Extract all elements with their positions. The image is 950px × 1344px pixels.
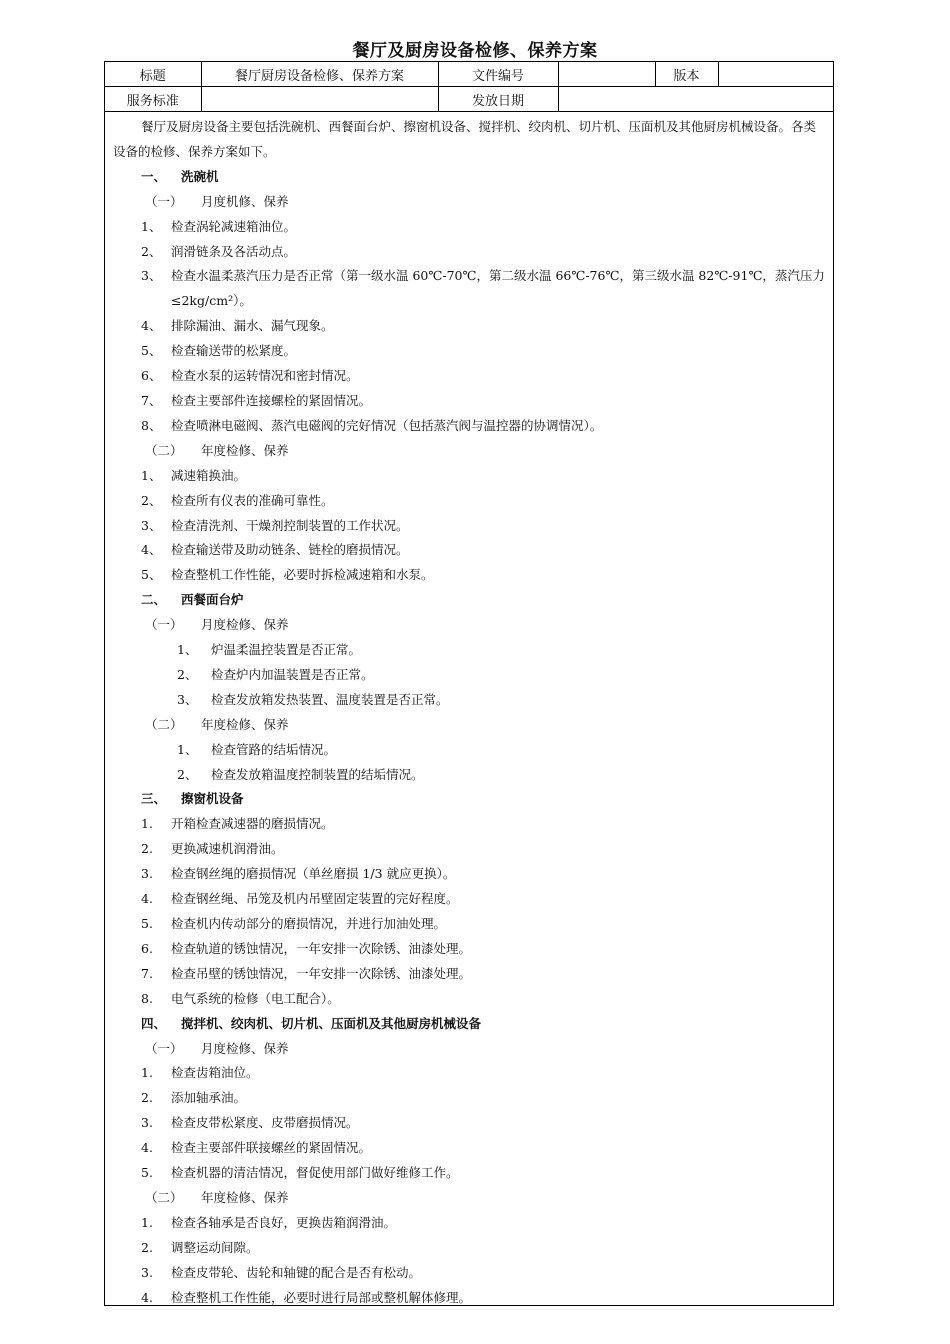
list-item [113, 264, 825, 314]
list-item [113, 414, 825, 439]
item-text: 年度检修、保养 [201, 442, 289, 458]
item-text: 搅拌机、绞肉机、切片机、压面机及其他厨房机械设备 [181, 1015, 482, 1031]
item-text: 检查输送带的松紧度。 [171, 343, 297, 359]
item-number: 3. [141, 1115, 153, 1131]
section-heading [113, 165, 825, 190]
item-number: 1. [141, 816, 153, 832]
subsection-heading [113, 613, 825, 638]
item-text: 年度检修、保养 [201, 716, 289, 732]
item-text: 检查输送带及助动链条、链栓的磨损情况。 [171, 542, 409, 558]
item-number: 4. [141, 1140, 153, 1156]
list-item [113, 862, 825, 887]
value-title: 餐厅厨房设备检修、保养方案 [201, 62, 438, 87]
list-item [113, 1211, 825, 1236]
item-text: 洗碗机 [181, 168, 219, 184]
item-text: 调整运动间隙。 [171, 1239, 259, 1255]
item-text: 检查轨道的锈蚀情况，一年安排一次除锈、油漆处理。 [171, 940, 472, 956]
item-number: 5. [141, 1165, 153, 1181]
list-item [113, 389, 825, 414]
item-text: 检查主要部件联接螺丝的紧固情况。 [171, 1140, 372, 1156]
item-text: 检查发放箱发热装置、温度装置是否正常。 [211, 691, 449, 707]
list-item [113, 339, 825, 364]
list-item [113, 987, 825, 1012]
item-text: 检查所有仪表的准确可靠性。 [171, 492, 334, 508]
subsection-heading [113, 713, 825, 738]
section-heading [113, 588, 825, 613]
label-title: 标题 [105, 62, 201, 87]
section-heading [113, 1012, 825, 1037]
section-heading [113, 787, 825, 812]
item-text: 检查整机工作性能，必要时进行局部或整机解体修理。 [171, 1289, 472, 1305]
value-file-number [558, 62, 655, 87]
subsection-heading [113, 1186, 825, 1211]
subsection-heading [113, 190, 825, 215]
item-number: 2、 [141, 492, 162, 508]
page-title: 餐厅及厨房设备检修、保养方案 [352, 41, 598, 61]
item-text: 擦窗机设备 [181, 791, 244, 807]
item-number: 2. [141, 841, 153, 857]
item-number: 5、 [141, 343, 162, 359]
item-number: 4、 [141, 542, 162, 558]
document-form [104, 61, 834, 1306]
list-item [113, 538, 825, 563]
list-item [113, 240, 825, 265]
item-number: 1、 [177, 642, 198, 658]
item-number: （二） [145, 716, 183, 732]
item-number: 1、 [141, 467, 162, 483]
item-number: 一、 [141, 168, 167, 184]
item-text: 检查钢丝绳、吊笼及机内吊壁固定装置的完好程度。 [171, 891, 459, 907]
item-number: 3. [141, 866, 153, 882]
item-text: 检查机内传动部分的磨损情况，并进行加油处理。 [171, 916, 447, 931]
list-item [113, 1261, 825, 1286]
item-number: 1. [141, 1065, 153, 1081]
list-item [113, 738, 825, 763]
item-text: 检查发放箱温度控制装置的结垢情况。 [211, 766, 424, 782]
list-item [113, 1136, 825, 1161]
item-number: 5、 [141, 567, 162, 583]
item-number: 1、 [141, 218, 162, 234]
item-number: （一） [145, 193, 183, 209]
item-number: （一） [145, 617, 183, 633]
item-number: 4. [141, 1289, 153, 1305]
intro-paragraph: 餐厅及厨房设备主要包括洗碗机、西餐面台炉、擦窗机设备、搅拌机、绞肉机、切片机、压面机及其他厨房机械设备。各类设备的检修、保养方案如下。 [113, 119, 817, 159]
list-item [113, 912, 825, 937]
item-text: 开箱检查减速器的磨损情况。 [171, 816, 334, 832]
list-item [113, 364, 825, 389]
list-item [113, 1086, 825, 1111]
item-number: 8、 [141, 417, 162, 433]
label-version: 版本 [655, 62, 718, 87]
item-number: 三、 [141, 791, 167, 807]
item-text: 润滑链条及各活动点。 [171, 243, 297, 259]
item-text: 西餐面台炉 [181, 592, 244, 608]
header-row-1 [105, 62, 833, 87]
item-text: 电气系统的检修（电工配合）。 [171, 990, 340, 1006]
list-item [113, 514, 825, 539]
item-number: （一） [145, 1040, 183, 1056]
item-text: 检查钢丝绳的磨损情况（单丝磨损 1/3 就应更换）。 [171, 866, 456, 882]
list-item [113, 763, 825, 788]
section-list [113, 165, 825, 1311]
item-number: 2、 [141, 243, 162, 259]
item-number: 3、 [141, 268, 162, 284]
list-item [113, 314, 825, 339]
item-text: 检查水温柔蒸汽压力是否正常（第一级水温 60℃-70℃，第二级水温 66℃-76℃，第三级水温 82℃-91℃，蒸汽压力≤2kg/cm²）。 [171, 268, 825, 309]
subsection-heading [113, 1037, 825, 1062]
list-item [113, 812, 825, 837]
item-text: 检查机器的清洁情况，督促使用部门做好维修工作。 [171, 1165, 459, 1181]
item-number: 4. [141, 891, 153, 907]
item-text: 检查管路的结垢情况。 [211, 741, 337, 757]
item-number: 2. [141, 1090, 153, 1106]
item-text: 炉温柔温控装置是否正常。 [211, 642, 362, 658]
content-body [105, 112, 833, 1311]
item-number: 6. [141, 940, 153, 956]
item-text: 检查皮带轮、齿轮和轴键的配合是否有松动。 [171, 1264, 422, 1280]
list-item [113, 1286, 825, 1311]
item-number: 4、 [141, 318, 162, 334]
item-text: 减速箱换油。 [171, 467, 247, 483]
item-text: 检查涡轮减速箱油位。 [171, 218, 297, 234]
list-item [113, 563, 825, 588]
list-item [113, 1236, 825, 1261]
list-item [113, 464, 825, 489]
item-text: 检查清洗剂、干燥剂控制装置的工作状况。 [171, 517, 409, 533]
list-item [113, 1111, 825, 1136]
item-text: 检查吊壁的锈蚀情况，一年安排一次除锈、油漆处理。 [171, 965, 472, 981]
header-table [105, 62, 833, 112]
list-item [113, 1061, 825, 1086]
item-number: 1. [141, 1214, 153, 1230]
item-number: 3、 [177, 691, 198, 707]
item-number: （二） [145, 1189, 183, 1205]
list-item [113, 1161, 825, 1186]
label-service-standard: 服务标准 [105, 87, 201, 112]
list-item [113, 887, 825, 912]
item-number: 5. [141, 916, 153, 931]
item-number: 7、 [141, 392, 162, 408]
item-number: 1、 [177, 741, 198, 757]
list-item [113, 688, 825, 713]
item-text: 检查主要部件连接螺栓的紧固情况。 [171, 392, 372, 408]
item-number: 8. [141, 990, 153, 1006]
item-number: 3、 [141, 517, 162, 533]
label-file-number: 文件编号 [438, 62, 558, 87]
item-text: 检查喷淋电磁阀、蒸汽电磁阀的完好情况（包括蒸汽阀与温控器的协调情况）。 [171, 417, 603, 433]
item-text: 年度检修、保养 [201, 1189, 289, 1205]
value-version [718, 62, 833, 87]
list-item [113, 962, 825, 987]
item-text: 检查齿箱油位。 [171, 1065, 259, 1081]
item-number: 7. [141, 965, 153, 981]
item-number: 6、 [141, 368, 162, 384]
item-number: 四、 [141, 1015, 167, 1031]
item-number: 2、 [177, 766, 198, 782]
list-item [113, 215, 825, 240]
list-item [113, 663, 825, 688]
item-number: （二） [145, 442, 183, 458]
list-item [113, 638, 825, 663]
item-text: 检查皮带松紧度、皮带磨损情况。 [171, 1115, 359, 1131]
list-item [113, 489, 825, 514]
value-service-standard [201, 87, 438, 112]
header-row-2 [105, 87, 833, 112]
item-text: 检查水泵的运转情况和密封情况。 [171, 368, 359, 384]
item-text: 检查各轴承是否良好，更换齿箱润滑油。 [171, 1214, 397, 1230]
item-number: 二、 [141, 592, 167, 608]
item-text: 检查炉内加温装置是否正常。 [211, 666, 374, 682]
item-number: 2、 [177, 666, 198, 682]
item-text: 添加轴承油。 [171, 1090, 247, 1106]
item-text: 月度机修、保养 [201, 193, 289, 209]
label-issue-date: 发放日期 [438, 87, 558, 112]
item-text: 排除漏油、漏水、漏气现象。 [171, 318, 334, 334]
item-text: 检查整机工作性能，必要时拆检减速箱和水泵。 [171, 567, 434, 583]
list-item [113, 837, 825, 862]
subsection-heading [113, 439, 825, 464]
item-number: 3. [141, 1264, 153, 1280]
item-text: 月度检修、保养 [201, 617, 289, 633]
item-number: 2. [141, 1239, 153, 1255]
item-text: 月度检修、保养 [201, 1040, 289, 1056]
item-text: 更换减速机润滑油。 [171, 841, 284, 857]
list-item [113, 937, 825, 962]
value-issue-date [558, 87, 833, 112]
